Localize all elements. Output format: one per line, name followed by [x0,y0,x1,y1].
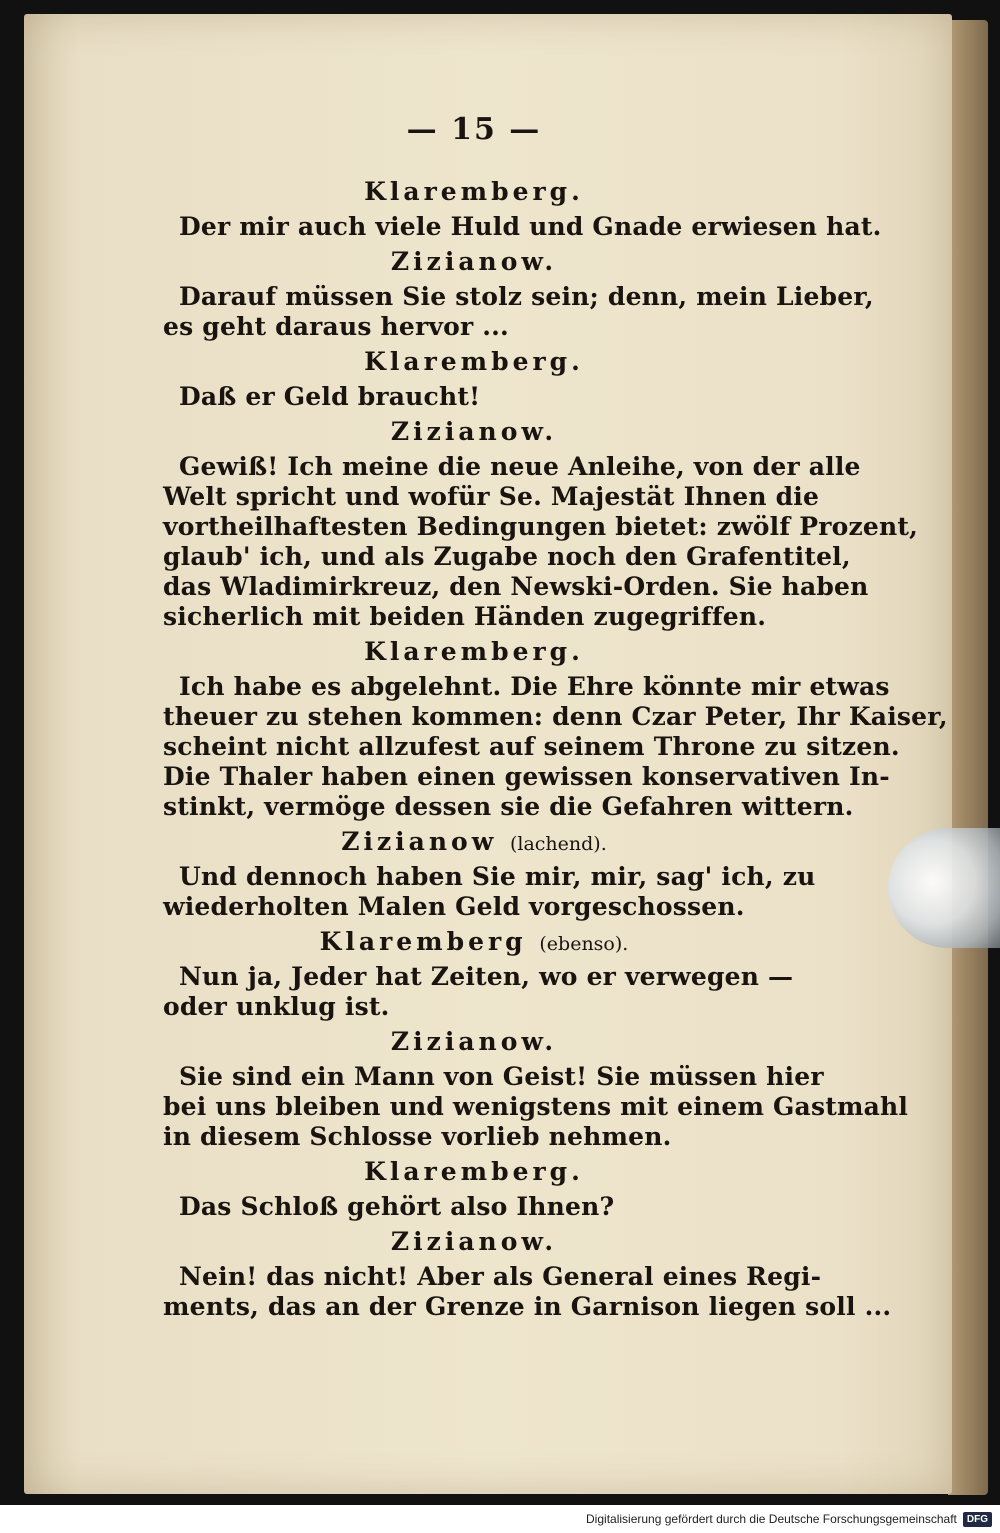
page-number: — 15 — [406,112,542,147]
text-line: in diesem Schlosse vorlieb nehmen. [163,1122,672,1151]
text-line: wiederholten Malen Geld vorgeschossen. [163,892,745,921]
speaker-heading [163,632,785,672]
speaker-heading [163,922,785,962]
text-line: Darauf müssen Sie stolz sein; denn, mein Lieber, [179,282,874,311]
text-line: das Wladimirkreuz, den Newski-Orden. Sie haben [163,572,869,601]
speaker-name: Klaremberg [319,927,527,956]
text-line: Welt spricht und wofür Se. Majestät Ihnen die [163,482,820,511]
text-line: Ich habe es abgelehnt. Die Ehre könnte mir etwas [179,672,890,701]
stage-direction: (ebenso). [539,933,629,955]
speaker-name: Klaremberg. [364,347,584,376]
speaker-name: Zizianow. [390,1027,558,1056]
speaker-heading [163,412,785,452]
speaker-name: Zizianow [341,827,498,856]
text-line: oder unklug ist. [163,992,390,1021]
text-line: ments, das an der Grenze in Garnison liegen soll ... [163,1292,892,1321]
text-line: Der mir auch viele Huld und Gnade erwiesen hat. [179,212,882,241]
text-line: Sie sind ein Mann von Geist! Sie müssen hier [179,1062,824,1091]
text-line: scheint nicht allzufest auf seinem Throne zu sitzen. [163,732,900,761]
speaker-name: Zizianow. [390,247,558,276]
stage-direction: (lachend). [509,833,607,855]
text-line: Und dennoch haben Sie mir, mir, sag' ich, zu [179,862,816,891]
speaker-name: Klaremberg. [364,637,584,666]
speaker-heading [163,1152,785,1192]
text-line: Die Thaler haben einen gewissen konservativen In- [163,762,890,791]
speaker-heading [163,342,785,382]
speaker-name: Klaremberg. [364,1157,584,1186]
text-line: stinkt, vermöge dessen sie die Gefahren wittern. [163,792,854,821]
speaker-heading [163,172,785,212]
speaker-heading [163,822,785,862]
footer-bar [0,1505,1000,1533]
speaker-heading [163,242,785,282]
speaker-name: Zizianow. [390,1227,558,1256]
speaker-heading [163,1222,785,1262]
text-line: bei uns bleiben und wenigstens mit einem Gastmahl [163,1092,909,1121]
dialogue [163,172,948,1322]
page-text [163,110,948,1322]
text-line: theuer zu stehen kommen: denn Czar Peter, Ihr Kaiser, [163,702,948,731]
dfg-logo: DFG [963,1512,992,1527]
speaker-name: Zizianow. [390,417,558,446]
text-line: Das Schloß gehört also Ihnen? [179,1192,615,1221]
text-line: es geht daraus hervor ... [163,312,509,341]
text-line: Nein! das nicht! Aber als General eines Regi- [179,1262,822,1291]
text-line: Daß er Geld braucht! [179,382,481,411]
page-clip [888,828,1000,948]
text-line: vortheilhaftesten Bedingungen bietet: zwölf Prozent, [163,512,919,541]
speaker-name: Klaremberg. [364,177,584,206]
text-line: Nun ja, Jeder hat Zeiten, wo er verwegen — [179,962,794,991]
speaker-heading [163,1022,785,1062]
text-line: Gewiß! Ich meine die neue Anleihe, von der alle [179,452,861,481]
footer-credit: Digitalisierung gefördert durch die Deutsche Forschungsgemeinschaft [586,1512,957,1526]
text-line: sicherlich mit beiden Händen zugegriffen. [163,602,767,631]
text-line: glaub' ich, und als Zugabe noch den Grafentitel, [163,542,851,571]
page-edge [948,20,988,1495]
